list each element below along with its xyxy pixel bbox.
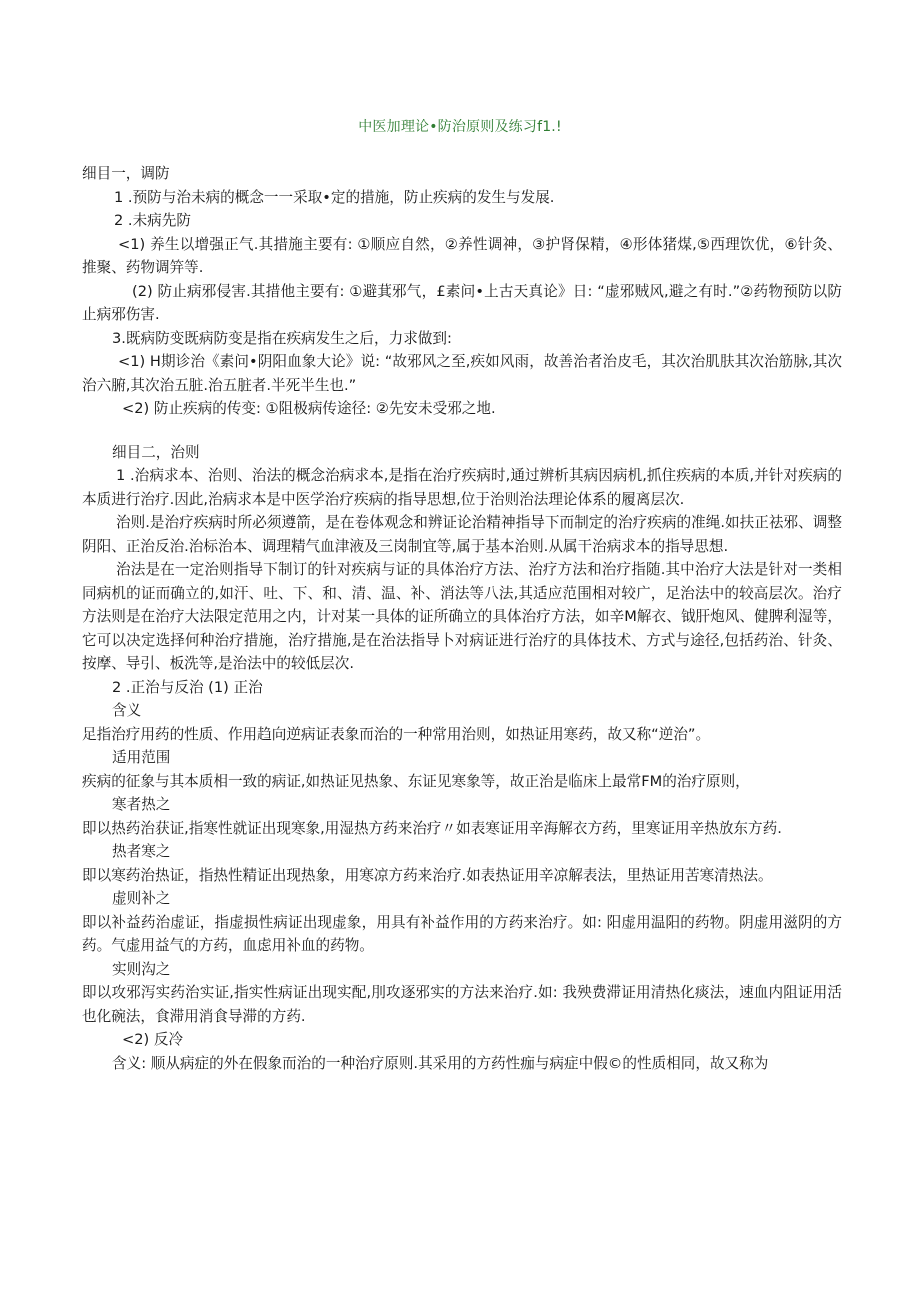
label: 适用范围 [112, 749, 171, 766]
paragraph: 足指治疗用药的性质、作用趋向逆病证表象而治的一种常用治则，如热证用寒药，故又称“逆治”。 [82, 725, 711, 743]
paragraph: 即以热药治获证,指寒性就证出现寒象,用湿热方药来治疗〃如表寒证用辛海解衣方药，里寒证用辛热放东方药. [82, 819, 782, 837]
spacer [82, 421, 842, 441]
document-title: 中医加理论•防治原则及练习f1.! [358, 119, 562, 135]
paragraph: 治法是在一定治则指导下制订的针对疾病与证的具体治疗方法、治疗方法和治疗指随.其中治疗大法是针对一类相同病机的证而确立的,如汗、吐、下、和、清、温、补、消法等八法,其适应范围相对较广，足治法中的较高层次。治疗方法则是在治疗大法限定范用之内，计对某一具体的证所确立的具体治疗方法，如辛M解衣、钺肝炮风、健脾利湿等，它可以决定选择何种治疗措施，治疗措施,是在治法指导卜对病证进行治疗的具体技术、方式与途径,包括药治、针灸、按摩、导引、板洗等,是治法中的较低层次. [82, 561, 842, 672]
subheading: <2) 反冷 [122, 1031, 184, 1048]
subheading: 2 .正治与反治 (1) 正治 [112, 678, 263, 696]
label: 实则沟之 [112, 960, 171, 978]
subheading: 2 .未病先防 [114, 212, 191, 229]
paragraph: <2) 防止疾病的传变: ①阻极病传途径: ②先安未受邪之地. [122, 400, 496, 417]
paragraph: <1) H期诊治《素问•阴阳血象大论》说: “故邪风之至,疾如风雨，故善治者治皮毛，其次治肌肤其次治筋脉,其次治六腑,其次治五脏.治五脏者.半死半生也.” [82, 353, 842, 394]
paragraph: 含义: 顺从病症的外在假象而治的一种治疗原则.其采用的方药性痂与病症中假©的性质相同，故又称为 [112, 1054, 769, 1072]
paragraph: <1) 养生以增强正气.其措施主要有: ①顺应自然，②养性调神，③护肾保精，④形体猪煤,⑤西理饮优，⑥针灸、推聚、药物调笄等. [82, 235, 842, 276]
document-body [82, 162, 842, 1075]
paragraph: 即以寒药治热证，指热性精证出现热象，用寒凉方药来治疗.如表热证用辛凉解表法，里热证用苦寒清热法。 [82, 866, 773, 884]
paragraph: 1 .预防与治未病的概念一一采取•定的措施，防止疾病的发生与发展. [114, 188, 555, 206]
paragraph: (2) 防止病邪侵害.其措他主要有: ①避萁邪气，£素问•上古天真论》日: “虚邪贼风,避之有时.”②药物预防以防止病邪伤害. [82, 282, 842, 323]
label: 虚则补之 [112, 890, 171, 907]
label: 热者寒之 [112, 843, 171, 860]
section-heading-1: 细目一，调防 [82, 165, 170, 182]
paragraph: 即以攻邪泻实药治实证,指实性病证出现实配,刖攻逐邪实的方法来治疗.如: 我殃费滞证用清热化痰法，速血内阻证用活也化碗法，食滞用消食导滞的方药. [82, 984, 842, 1025]
paragraph: 1 .治病求本、治则、治法的概念治病求本,是指在治疗疾病时,通过辨析其病因病机,抓住疾病的本质,并针对疾病的本质进行治疗.因此,治病求本是中医学治疗疾病的指导思想,位于治则治法理论体系的履离层次. [82, 467, 842, 508]
section-heading-2: 细目二，治则 [112, 443, 200, 461]
paragraph: 治则.是治疗疾病时所必须遵箭，是在卷体观念和辨证论治精神指导下而制定的治疗疾病的准绳.如扶正祛邪、调整阴阳、正治反治.治标治本、调理精气血津液及三岗制宜等,属于基本治则.从属干治病求本的指导思想. [82, 514, 842, 555]
label: 含义 [112, 702, 142, 719]
paragraph: 即以补益药治虚证，指虚损性病证出现虚象，用具有补益作用的方药来治疗。如: 阳虚用温阳的药物。阴虚用滋阴的方药。气虚用益气的方药，血虑用补血的药物。 [82, 913, 842, 954]
paragraph: 疾病的征象与其本质相一致的病证,如热证见热象、东证见寒象等，故正治是临床上最常FM的治疗原则， [82, 772, 750, 790]
subheading: 3.既病防变既病防变是指在疾病发生之后，力求做到: [112, 329, 452, 347]
label: 寒者热之 [112, 796, 171, 813]
